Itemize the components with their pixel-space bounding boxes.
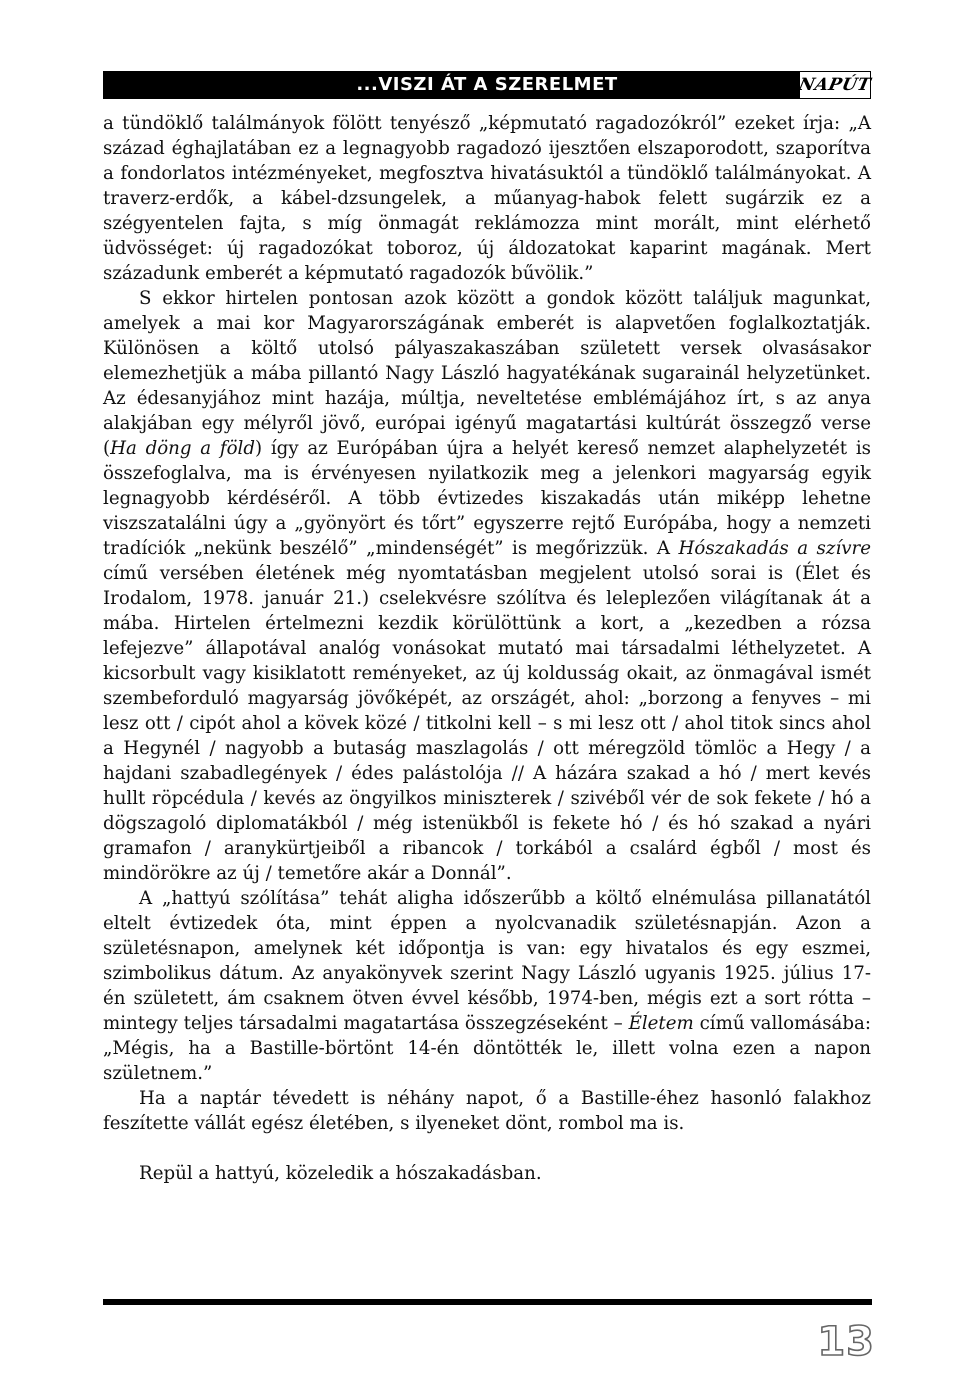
paragraph-2 [103, 286, 871, 886]
text-run: című vallomásába: „Mégis, ha a Bastille-börtönt 14-én döntötték le, illett volna ezen a napon születnem.” [103, 1013, 871, 1084]
text-run: Ha a naptár tévedett is néhány napot, ő a Bastille-éhez hasonló falakhoz feszítette vállát egész életében, s ilyeneket dönt, rombol ma is. [103, 1088, 871, 1134]
text-run: a tündöklő találmányok fölött tenyésző „képmutató ragadozókról” ezeket írja: „A század éghajlatában ez a legnagyobb ragadozó ijesztően elszaporodott, szaporítva a fondorlatos intézményeket, megfosztva hivatásuktól a tündöklő találmányokat. A traverz-erdők, a kábel-dzsungelek, a műanyag-habok felett sugárzik ez a szégyentelen fajta, s míg önmagát reklámozza mint morált, mint elérhető üdvösséget: új ragadozókat toboroz, új áldozatokat kaparint magának. Mert századunk emberét a képmutató ragadozók bűvölik.” [103, 113, 871, 284]
text-run: ) így az Európában újra a helyét kereső nemzet alaphelyzetét is összefoglalva, ma is érvényesen nyilatkozik meg a jelenkori magyarság egyik legnagyobb kérdéséről. A több évtizedes kiszakadás után miképp lehetne viszszatalálni úgy a „gyönyört és tőrt” egyszerre rejtő Európába, hogy a nemzeti tradíciók „nekünk beszélő” „mindenségét” is megőrizzük. A [103, 438, 871, 559]
paragraph-closing [103, 1161, 871, 1186]
article-body [103, 111, 871, 1186]
italic-title: Ha döng a föld [110, 438, 256, 459]
paragraph-3 [103, 886, 871, 1086]
text-run: S ekkor hirtelen pontosan azok között a gondok között találjuk magunkat, amelyek a mai kor Magyarországának emberét is alapvetően foglalkoztatják. Különösen a költő utolsó pályaszakaszában született versek olvasásakor elemezhetjük a mába pillantó Nagy László hagyatékának sugarainál helyzetünket. Az édesanyjához mint hazája, múltja, neveltetése emblémájához írt, s az anya alakjában egy mélyről jövő, európai igényű magatartási kultúrát összegző verse ( [103, 288, 871, 459]
paragraph-4 [103, 1086, 871, 1136]
footer-rule [103, 1299, 872, 1305]
running-header-title: ...VISZI ÁT A SZERELMET [356, 74, 618, 95]
journal-logo [797, 72, 873, 98]
paragraph-1 [103, 111, 871, 286]
text-run: Repül a hattyú, közeledik a hószakadásban. [139, 1163, 542, 1184]
text-run: című versében életének még nyomtatásban megjelent utolsó sorai is (Élet és Irodalom, 1978. január 21.) cselekvésre szólítva és leleplezően világítanak át a mába. Hirtelen értelmezni kezdik körülöttünk a kort, a „kezedben a rózsa lefejezve” állapotával analóg vonásokat mutató mai társadalmi léthelyzetet. A kicsorbult vagy kisiklatott reményeket, az új koldusság okait, az önmagával ismét szembeforduló magyarság jövőképét, az országét, ahol: „borzong a fenyves – mi lesz ott / cipót ahol a kövek közé / titkolni kell – s mi lesz ott / ahol titok sincs ahol a Hegynél / nagyobb a butaság maszlagolás / ott méregzöld tömlöc a Hegy / a hajdani szabadlegények / édes palástolója // A házára szakad a hó / mert kevés hullt röpcédula / kevés az öngyilkos miniszterek / szivéből vér de sok fekete / hó a dögszagoló diplomatákból / még istenükből is fekete hó / és hó szakad a nyári gramafon / aranykürtjeiből a ribancok / torkából a csalárd égből / most és mindörökre az új / temetőre akár a Donnál”. [103, 563, 871, 884]
journal-logo-text: NAPÚT [797, 75, 873, 95]
page-number: 13 [817, 1319, 875, 1365]
running-header [103, 71, 871, 99]
text-run: A „hattyú szólítása” tehát aligha időszerűbb a költő elnémulása pillanatától eltelt évtizedek óta, mint éppen a nyolcvanadik születésnapján. Azon a születésnapon, amelynek két időpontja is van: egy hivatalos és egy eszmei, szimbolikus dátum. Az anyakönyvek szerint Nagy László ugyanis 1925. július 17-én született, ám csaknem ötven évvel később, 1974-ben, mégis ezt a sort rótta – mintegy teljes társadalmi magatartása összegzéseként – [103, 888, 871, 1034]
italic-title: Életem [628, 1013, 694, 1034]
italic-title: Hószakadás a szívre [678, 538, 871, 559]
